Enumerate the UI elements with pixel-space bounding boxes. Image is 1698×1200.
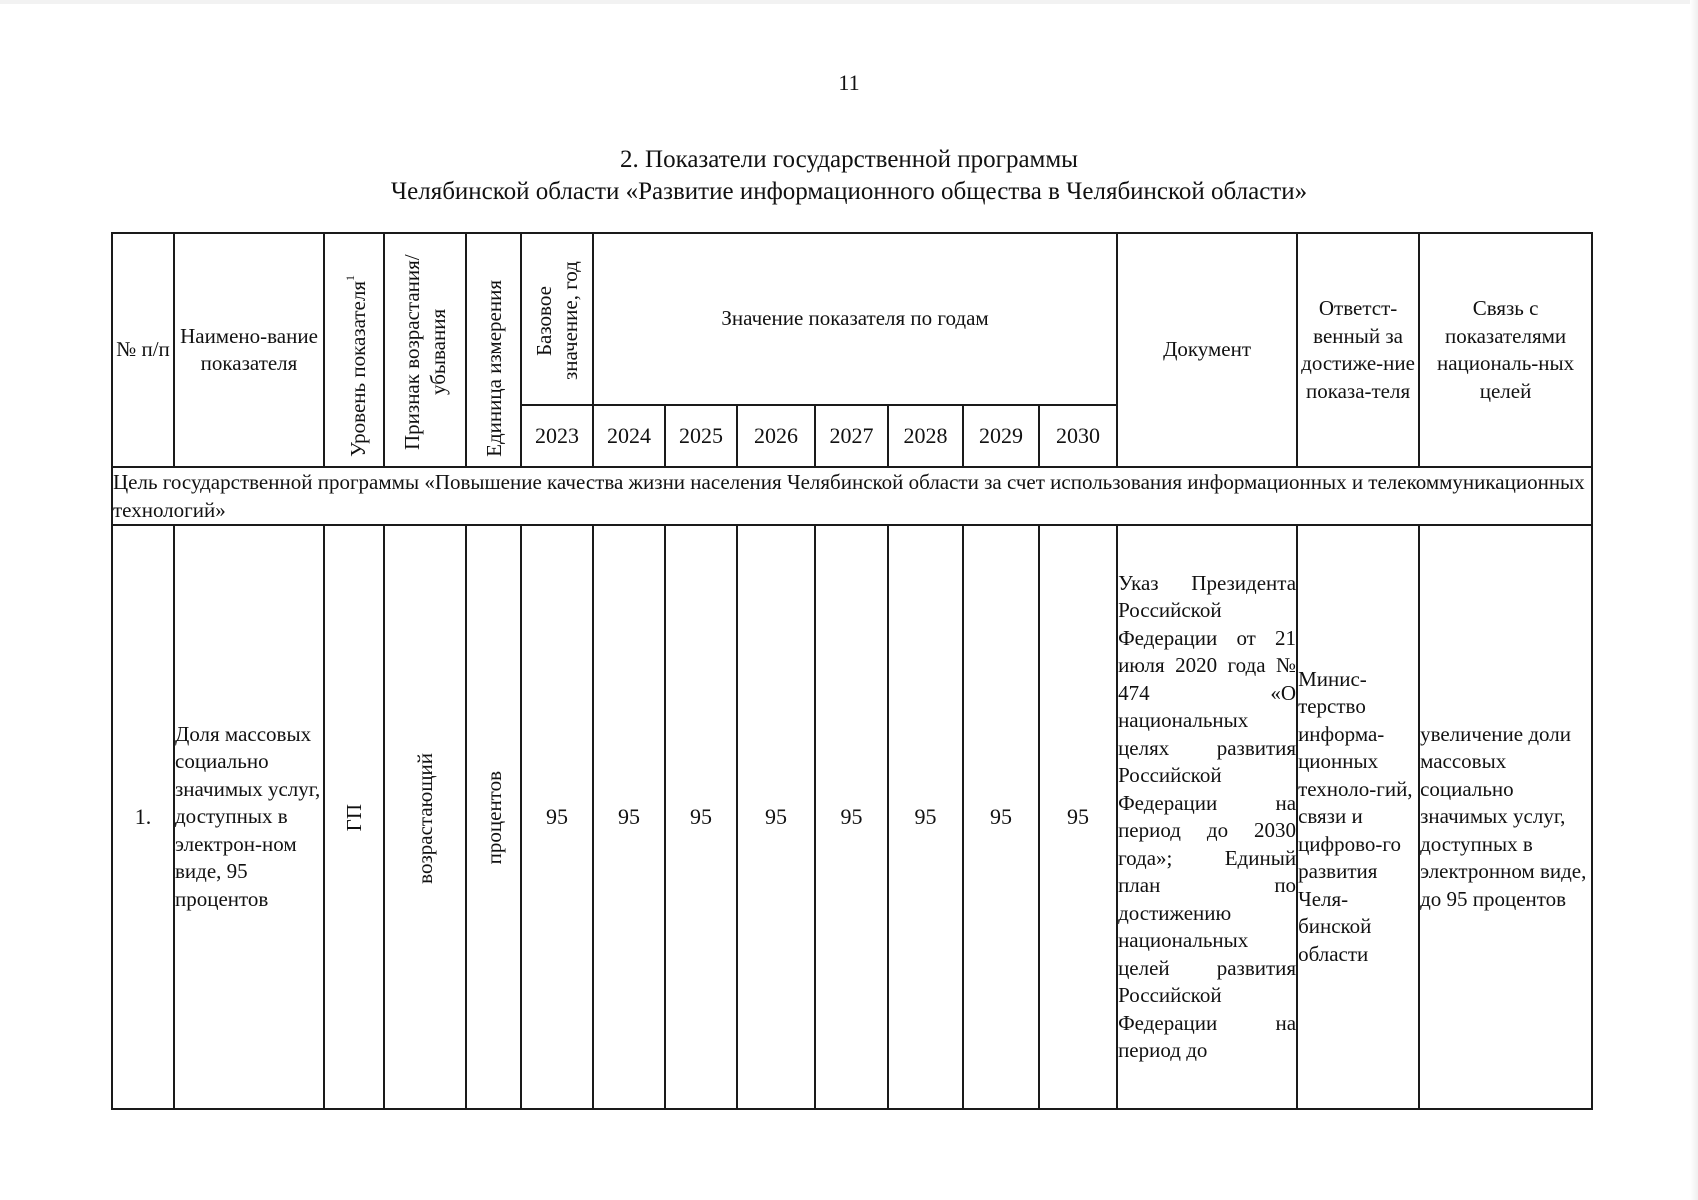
header-level-footnote: 1	[343, 275, 357, 282]
row-value: 95	[521, 525, 593, 1109]
year-cell: 2025	[665, 405, 737, 467]
row-sign-text: возрастающий	[413, 752, 437, 884]
header-name: Наимено-вание показателя	[174, 233, 324, 467]
header-responsible: Ответст-венный за достиже-ние показа-теля	[1297, 233, 1419, 467]
section-title	[0, 144, 1698, 208]
row-num: 1.	[112, 525, 174, 1109]
header-unit-text: Единица измерения	[481, 280, 506, 457]
header-sign	[384, 233, 466, 467]
row-unit-text: процентов	[481, 771, 506, 865]
year-cell: 2027	[815, 405, 888, 467]
header-row-1	[112, 233, 1592, 405]
row-value: 95	[815, 525, 888, 1109]
goal-row	[112, 467, 1592, 525]
row-value: 95	[963, 525, 1039, 1109]
row-value: 95	[737, 525, 815, 1109]
row-document: Указ Президента Российской Федерации от 21 июля 2020 года № 474 «О национальных целях развития Российской Федерации на период до 2030 года»; Единый план по достижению национальных целей развития Российской Федерации на период до	[1117, 525, 1297, 1109]
header-level-text: Уровень показателя	[346, 281, 370, 457]
row-value: 95	[593, 525, 665, 1109]
header-base-text: Базовое значение, год	[532, 261, 582, 381]
row-link: увеличение доли массовых социально значимых услуг, доступных в электронном виде, до 95 процентов	[1419, 525, 1592, 1109]
row-unit	[466, 525, 521, 1109]
goal-text: Цель государственной программы «Повышение качества жизни населения Челябинской области за счет использования информационных и телекоммуникационных технологий»	[112, 467, 1592, 525]
header-sign-text: Признак возрастания/ убывания	[400, 254, 450, 450]
header-level	[324, 233, 384, 467]
year-cell: 2026	[737, 405, 815, 467]
table-row	[112, 525, 1592, 1109]
scan-top-edge	[0, 0, 1698, 4]
row-sign	[384, 525, 466, 1109]
year-cell: 2029	[963, 405, 1039, 467]
row-value: 95	[888, 525, 963, 1109]
row-value: 95	[1039, 525, 1117, 1109]
header-document: Документ	[1117, 233, 1297, 467]
indicators-table	[111, 232, 1593, 1110]
year-cell: 2024	[593, 405, 665, 467]
year-cell: 2030	[1039, 405, 1117, 467]
header-num: № п/п	[112, 233, 174, 467]
header-base	[521, 233, 593, 405]
row-name: Доля массовых социально значимых услуг, доступных в электрон-ном виде, 95 процентов	[174, 525, 324, 1109]
row-level-text: ГП	[342, 804, 366, 832]
title-line-2: Челябинской области «Развитие информационного общества в Челябинской области»	[390, 178, 1308, 205]
header-values-by-year: Значение показателя по годам	[593, 233, 1117, 405]
page-number: 11	[838, 70, 860, 95]
year-cell: 2023	[521, 405, 593, 467]
year-cell: 2028	[888, 405, 963, 467]
row-level	[324, 525, 384, 1109]
row-value: 95	[665, 525, 737, 1109]
title-line-1: 2. Показатели государственной программы	[620, 146, 1078, 173]
header-unit	[466, 233, 521, 467]
row-responsible: Минис-терство информа-ционных техноло-гий, связи и цифрово-го развития Челя-бинской области	[1297, 525, 1419, 1109]
header-link: Связь с показателями националь-ных целей	[1419, 233, 1592, 467]
